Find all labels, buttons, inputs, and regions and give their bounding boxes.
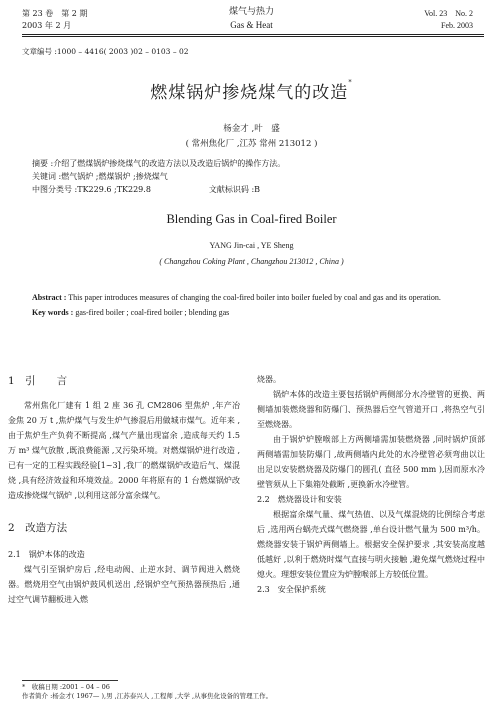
issue-date-en: Feb. 2003 (441, 21, 473, 30)
section-1-heading: 1 引 言 (8, 375, 68, 387)
paper-title-en: Blending Gas in Coal-fired Boiler (166, 212, 337, 226)
journal-name-cn: 煤气与热力 (228, 7, 274, 17)
journal-volume-info-en (424, 8, 473, 32)
abstract-en (32, 292, 477, 319)
section-2-1-paragraph: 煤气引至锅炉房后 ,经电动阀、止逆水封、调节阀进入燃烧器。燃烧用空气由锅炉鼓风机送出 ,经锅炉空气预热器预热后 ,通过空气调节翻板进入燃 (8, 565, 240, 604)
received-date: * 收稿日期 :2001 – 04 – 06 (22, 683, 110, 691)
footnote-rule (22, 680, 118, 681)
abstract-cn (32, 157, 482, 196)
issue-date-cn: 2003 年 2 月 (22, 21, 72, 30)
body-paragraph-3: 根据富余煤气量、煤气热值、以及气煤混烧的比例综合考虑后 ,选用两台蜗壳式煤气燃烧器 ,单台设计燃气量为 500 m³/h。燃烧器安装于锅炉两侧墙上。根据安全保护要求 ,其安装高度越低越好 ,以利于燃烧时煤气直接与明火接触 ,避免煤气燃烧过程中熄火。理想安装位置应为炉膛喉部上方较低位置。 (257, 510, 485, 579)
abstract-text-en: This paper introduces measures of changing the coal-fired boiler into boiler fueled by coal and gas and its operation. (68, 293, 441, 302)
section-2-1-heading: 2.1 锅炉本体的改造 (8, 550, 85, 559)
header-rule-thin (22, 36, 484, 37)
left-column (8, 372, 240, 607)
article-id: 文章编号 :1000 – 4416( 2003 )02 – 0103 – 02 (22, 47, 189, 56)
keywords-text-en: gas-fired boiler ; coal-fired boiler ; blending gas (75, 307, 230, 317)
paper-title (0, 78, 503, 103)
document-code: 文献标识码 :B (208, 185, 261, 194)
footnote (22, 683, 272, 701)
paper-affiliation-en: ( Changzhou Coking Plant , Changzhou 213012 , China ) (159, 257, 344, 266)
keywords-cn: 关键词 :燃气锅炉 ;燃煤锅炉 ;掺烧煤气 (32, 172, 168, 181)
right-column (257, 372, 485, 597)
volume-issue: 第 23 卷 第 2 期 (22, 9, 88, 18)
section-2-heading: 2 改造方法 (8, 522, 68, 534)
abstract-text: 摘要 :介绍了燃煤锅炉掺烧煤气的改造方法以及改造后锅炉的操作方法。 (32, 159, 286, 168)
header-rule (22, 34, 484, 35)
abstract-label-en: Abstract : (32, 293, 67, 302)
section-2-3-heading: 2.3 安全保护系统 (257, 585, 326, 594)
title-footnote-mark: * (348, 78, 353, 86)
paper-title-text: 燃煤锅炉掺烧煤气的改造 (150, 83, 349, 103)
author-bio: 作者简介 :杨金才( 1967— ),男 ,江苏泰兴人 ,工程师 ,大学 ,从事焦化设备的管理工作。 (22, 692, 273, 700)
body-paragraph-1: 锅炉本体的改造主要包括锅炉两侧部分水冷壁管的更换、两侧墙加装燃烧器和防爆门、预热器后空气管道开口 ,将热空气引至燃烧器。 (257, 390, 485, 429)
section-1-paragraph: 常州焦化厂建有 1 组 2 座 36 孔 CM2806 型焦炉 ,年产冶金焦 20 万 t ,焦炉煤气与发生炉气掺混后用做城市煤气。近年来 ,由于焦炉生产负荷不断提高 ,煤气产量出现富余 ,造成每天约 1.5 万 m³ 煤气放散 ,既浪费能源 ,又污染环境。对燃煤锅炉进行改造 ,已有一定的工程实践经验[1~3] ,我厂的燃煤锅炉改造后气、煤混烧 ,具有经济效益和环境效益。2000 年将原有的 1 台燃煤锅炉改造成掺烧煤气锅炉 ,以利用这部分富余煤气。 (8, 401, 240, 500)
volume-issue-en: Vol. 23 No. 2 (424, 9, 473, 18)
journal-name-en: Gas & Heat (230, 20, 273, 30)
paper-authors: 杨金才 ,叶 盛 (223, 124, 280, 134)
body-paragraph-2: 由于锅炉炉膛喉部上方两侧墙需加装燃烧器 ,同时锅炉顶部两侧墙需加装防爆门 ,故两侧墙内此处的水冷壁管必须弯曲以让出足以安装燃烧器及防爆门的圆孔( 直径 500 mm ),因而原水冷壁管须从上下集箱处截断 ,更换新水冷壁管。 (257, 435, 485, 489)
clc-number: 中图分类号 :TK229.6 ;TK229.8 (32, 185, 151, 194)
keywords-label-en: Key words : (32, 307, 74, 317)
classification-row (32, 183, 482, 196)
section-2-2-heading: 2.2 燃烧器设计和安装 (257, 495, 342, 504)
paper-affiliation: ( 常州焦化厂 ,江苏 常州 213012 ) (185, 139, 318, 149)
paragraph-continuation: 烧器。 (257, 375, 281, 384)
paper-authors-en: YANG Jin-cai , YE Sheng (209, 241, 294, 250)
